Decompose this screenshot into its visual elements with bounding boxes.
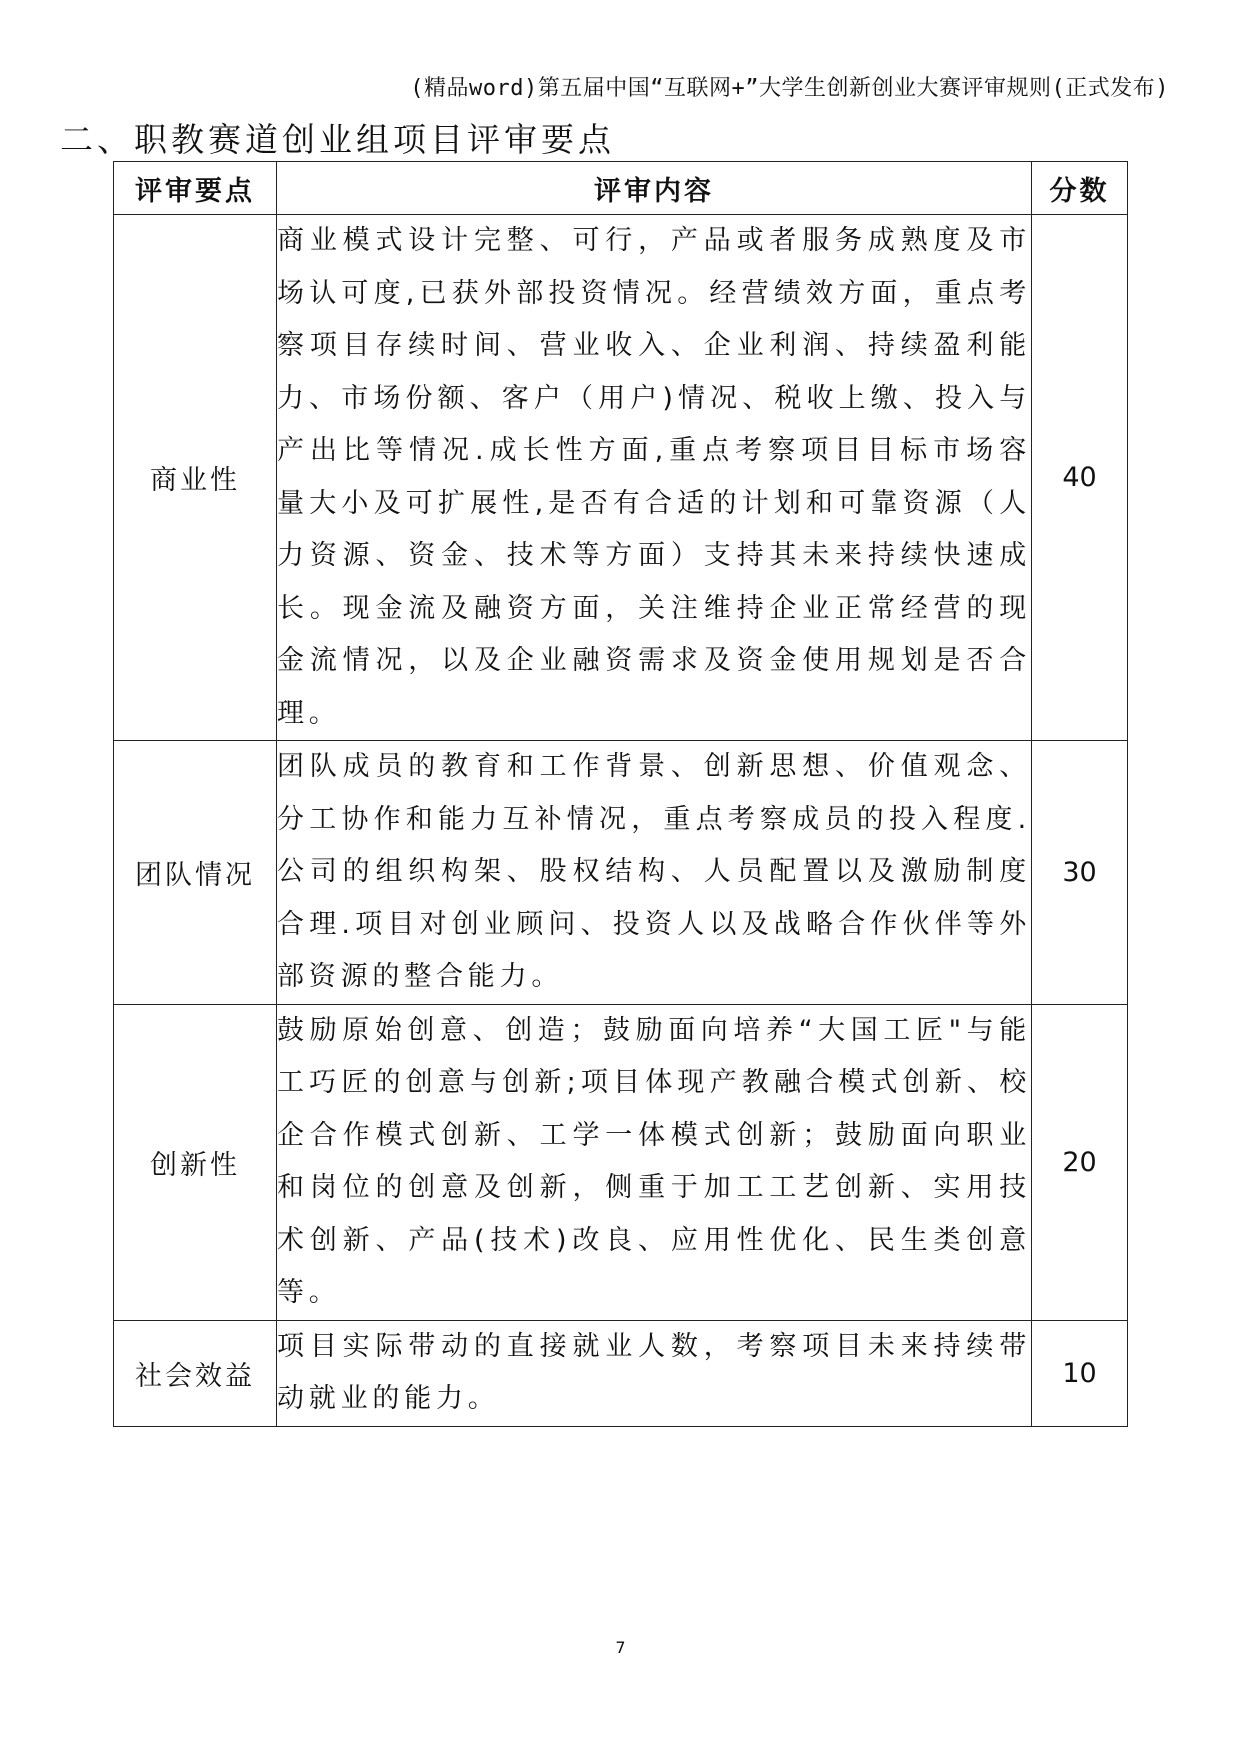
review-point-cell: 团队情况 (114, 741, 277, 1005)
review-point-cell: 创新性 (114, 1004, 277, 1320)
review-content-cell: 鼓励原始创意、创造；鼓励面向培养“大国工匠"与能工巧匠的创意与创新;项目体现产教融合模式创新、校企合作模式创新、工学一体模式创新；鼓励面向职业和岗位的创意及创新，侧重于加工工艺创新、实用技术创新、产品(技术)改良、应用性优化、民生类创意等。 (277, 1004, 1032, 1320)
header-score: 分数 (1032, 162, 1128, 215)
table-row (114, 1320, 1128, 1426)
review-table (113, 161, 1128, 1427)
review-content-cell: 团队成员的教育和工作背景、创新思想、价值观念、分工协作和能力互补情况，重点考察成员的投入程度.公司的组织构架、股权结构、人员配置以及激励制度合理.项目对创业顾问、投资人以及战略合作伙伴等外部资源的整合能力。 (277, 741, 1032, 1005)
page-number: 7 (615, 1638, 626, 1657)
table-header-row (114, 162, 1128, 215)
header-review-point: 评审要点 (114, 162, 277, 215)
table-row (114, 215, 1128, 741)
table-row (114, 741, 1128, 1005)
score-cell: 20 (1032, 1004, 1128, 1320)
review-point-cell: 商业性 (114, 215, 277, 741)
score-cell: 10 (1032, 1320, 1128, 1426)
section-title: 二、职教赛道创业组项目评审要点 (60, 120, 615, 159)
review-point-cell: 社会效益 (114, 1320, 277, 1426)
review-content-cell: 商业模式设计完整、可行，产品或者服务成熟度及市场认可度,已获外部投资情况。经营绩效方面，重点考察项目存续时间、营业收入、企业利润、持续盈利能力、市场份额、客户（用户)情况、税收上缴、投入与产出比等情况.成长性方面,重点考察项目目标市场容量大小及可扩展性,是否有合适的计划和可靠资源（人力资源、资金、技术等方面）支持其未来持续快速成长。现金流及融资方面，关注维持企业正常经营的现金流情况，以及企业融资需求及资金使用规划是否合理。 (277, 215, 1032, 741)
score-cell: 40 (1032, 215, 1128, 741)
review-content-cell: 项目实际带动的直接就业人数，考察项目未来持续带动就业的能力。 (277, 1320, 1032, 1426)
score-cell: 30 (1032, 741, 1128, 1005)
header-review-content: 评审内容 (277, 162, 1032, 215)
table-row (114, 1004, 1128, 1320)
running-header: (精品word)第五届中国“互联网+”大学生创新创业大赛评审规则(正式发布) (410, 76, 1169, 101)
